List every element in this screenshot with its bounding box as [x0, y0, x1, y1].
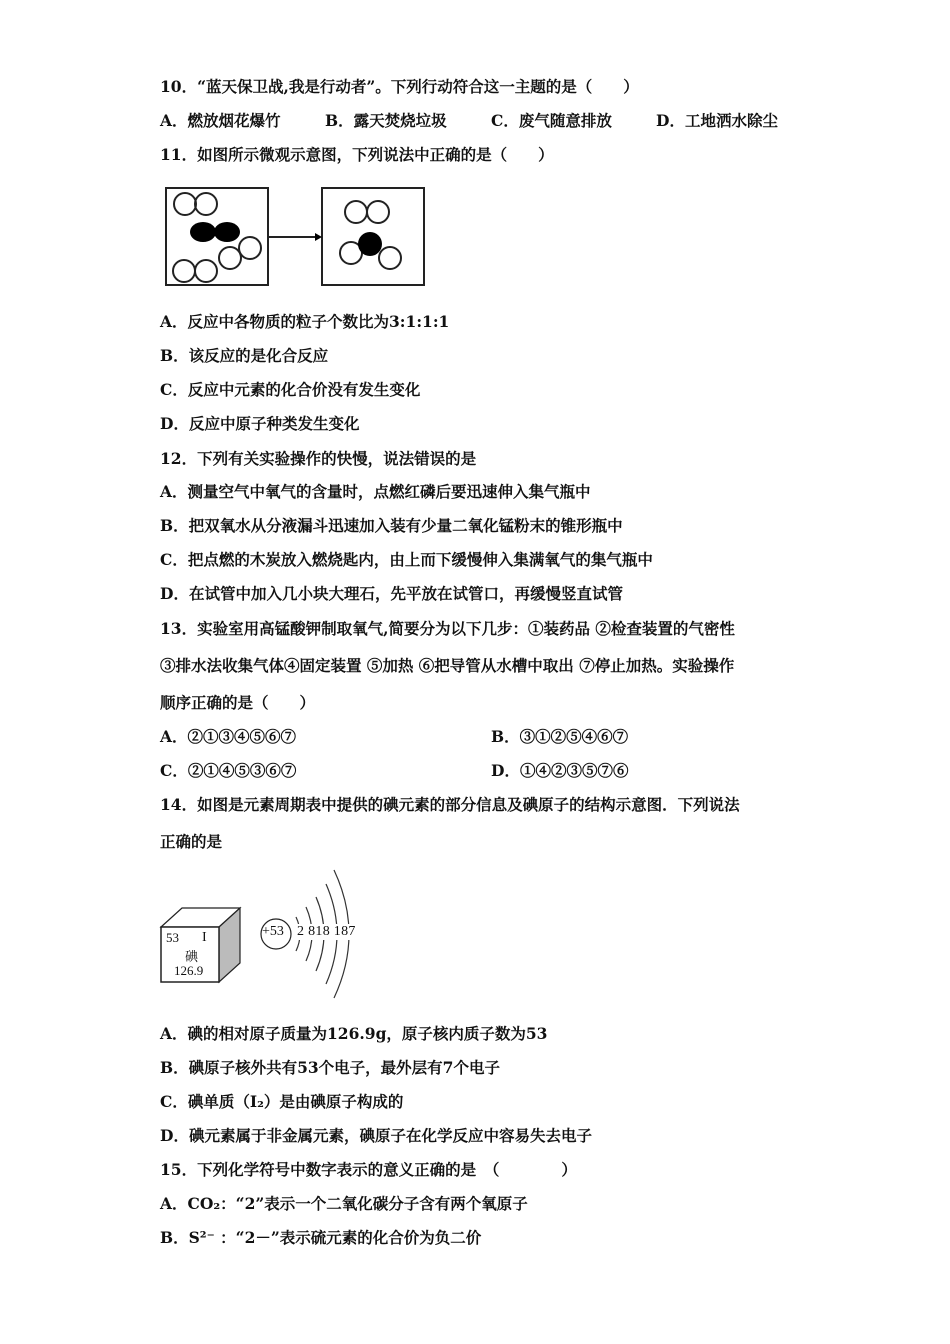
q14-option-d: D．碘元素属于非金属元素，碘原子在化学反应中容易失去电子: [160, 1126, 592, 1145]
q15-stem: 15．下列化学符号中数字表示的意义正确的是 （ ）: [160, 1160, 577, 1179]
q14-option-b: B．碘原子核外共有53个电子，最外层有7个电子: [160, 1058, 500, 1077]
q11-option-c: C．反应中元素的化合价没有发生变化: [160, 380, 421, 399]
q15-option-a: A．CO₂：“2”表示一个二氧化碳分子含有两个氧原子: [160, 1194, 528, 1213]
q12-option-c: C．把点燃的木炭放入燃烧匙内，由上而下缓慢伸入集满氧气的集气瓶中: [160, 550, 653, 569]
iodine-symbol: I: [202, 930, 207, 945]
q12-option-a: A．测量空气中氧气的含量时，点燃红磷后要迅速伸入集气瓶中: [160, 482, 591, 501]
q10-stem: 10．“蓝天保卫战,我是行动者”。下列行动符合这一主题的是（ ）: [160, 77, 639, 96]
q13-stem-line2: ③排水法收集气体④固定装置 ⑤加热 ⑥把导管从水槽中取出 ⑦停止加热。实验操作: [160, 656, 735, 675]
iodine-electron-shells: 2 818 187: [297, 924, 356, 939]
q11-option-a: A．反应中各物质的粒子个数比为3:1:1:1: [160, 312, 450, 331]
q13-stem-line1: 13．实验室用高锰酸钾制取氧气,简要分为以下几步：①装药品 ②检查装置的气密性: [160, 619, 735, 638]
iodine-nucleus-charge: +53: [262, 924, 284, 939]
q11-stem: 11．如图所示微观示意图，下列说法中正确的是（ ）: [160, 145, 554, 164]
q11-option-d: D．反应中原子种类发生变化: [160, 414, 360, 433]
q10-option-c: C．废气随意排放: [491, 111, 612, 130]
q14-stem-line2: 正确的是: [160, 832, 223, 851]
q12-stem: 12．下列有关实验操作的快慢，说法错误的是: [160, 449, 477, 468]
q10-option-b: B．露天焚烧垃圾: [325, 111, 447, 130]
q13-option-a: A．②①③④⑤⑥⑦: [160, 727, 297, 746]
q13-option-c: C．②①④⑤③⑥⑦: [160, 761, 297, 780]
q10-option-a: A．燃放烟花爆竹: [160, 111, 281, 130]
q12-option-b: B．把双氧水从分液漏斗迅速加入装有少量二氧化锰粉末的锥形瓶中: [160, 516, 623, 535]
q10-option-d: D．工地洒水除尘: [656, 111, 778, 130]
iodine-atomic-mass: 126.9: [174, 963, 204, 978]
q12-option-d: D．在试管中加入几小块大理石，先平放在试管口，再缓慢竖直试管: [160, 584, 623, 603]
q13-stem-line3: 顺序正确的是（ ）: [160, 693, 316, 712]
q14-option-c: C．碘单质（I₂）是由碘原子构成的: [160, 1092, 404, 1111]
iodine-name: 碘: [185, 950, 199, 965]
q13-option-b: B．③①②⑤④⑥⑦: [491, 727, 629, 746]
q14-option-a: A．碘的相对原子质量为126.9g，原子核内质子数为53: [160, 1024, 548, 1043]
q14-stem-line1: 14．如图是元素周期表中提供的碘元素的部分信息及碘原子的结构示意图．下列说法: [160, 795, 740, 814]
q15-option-b: B．S²⁻ ：“2－”表示硫元素的化合价为负二价: [160, 1228, 482, 1247]
iodine-atomic-number: 53: [166, 930, 179, 945]
q11-microscopic-diagram: [160, 185, 430, 290]
q11-option-b: B．该反应的是化合反应: [160, 346, 329, 365]
q13-option-d: D．①④②③⑤⑦⑥: [491, 761, 629, 780]
